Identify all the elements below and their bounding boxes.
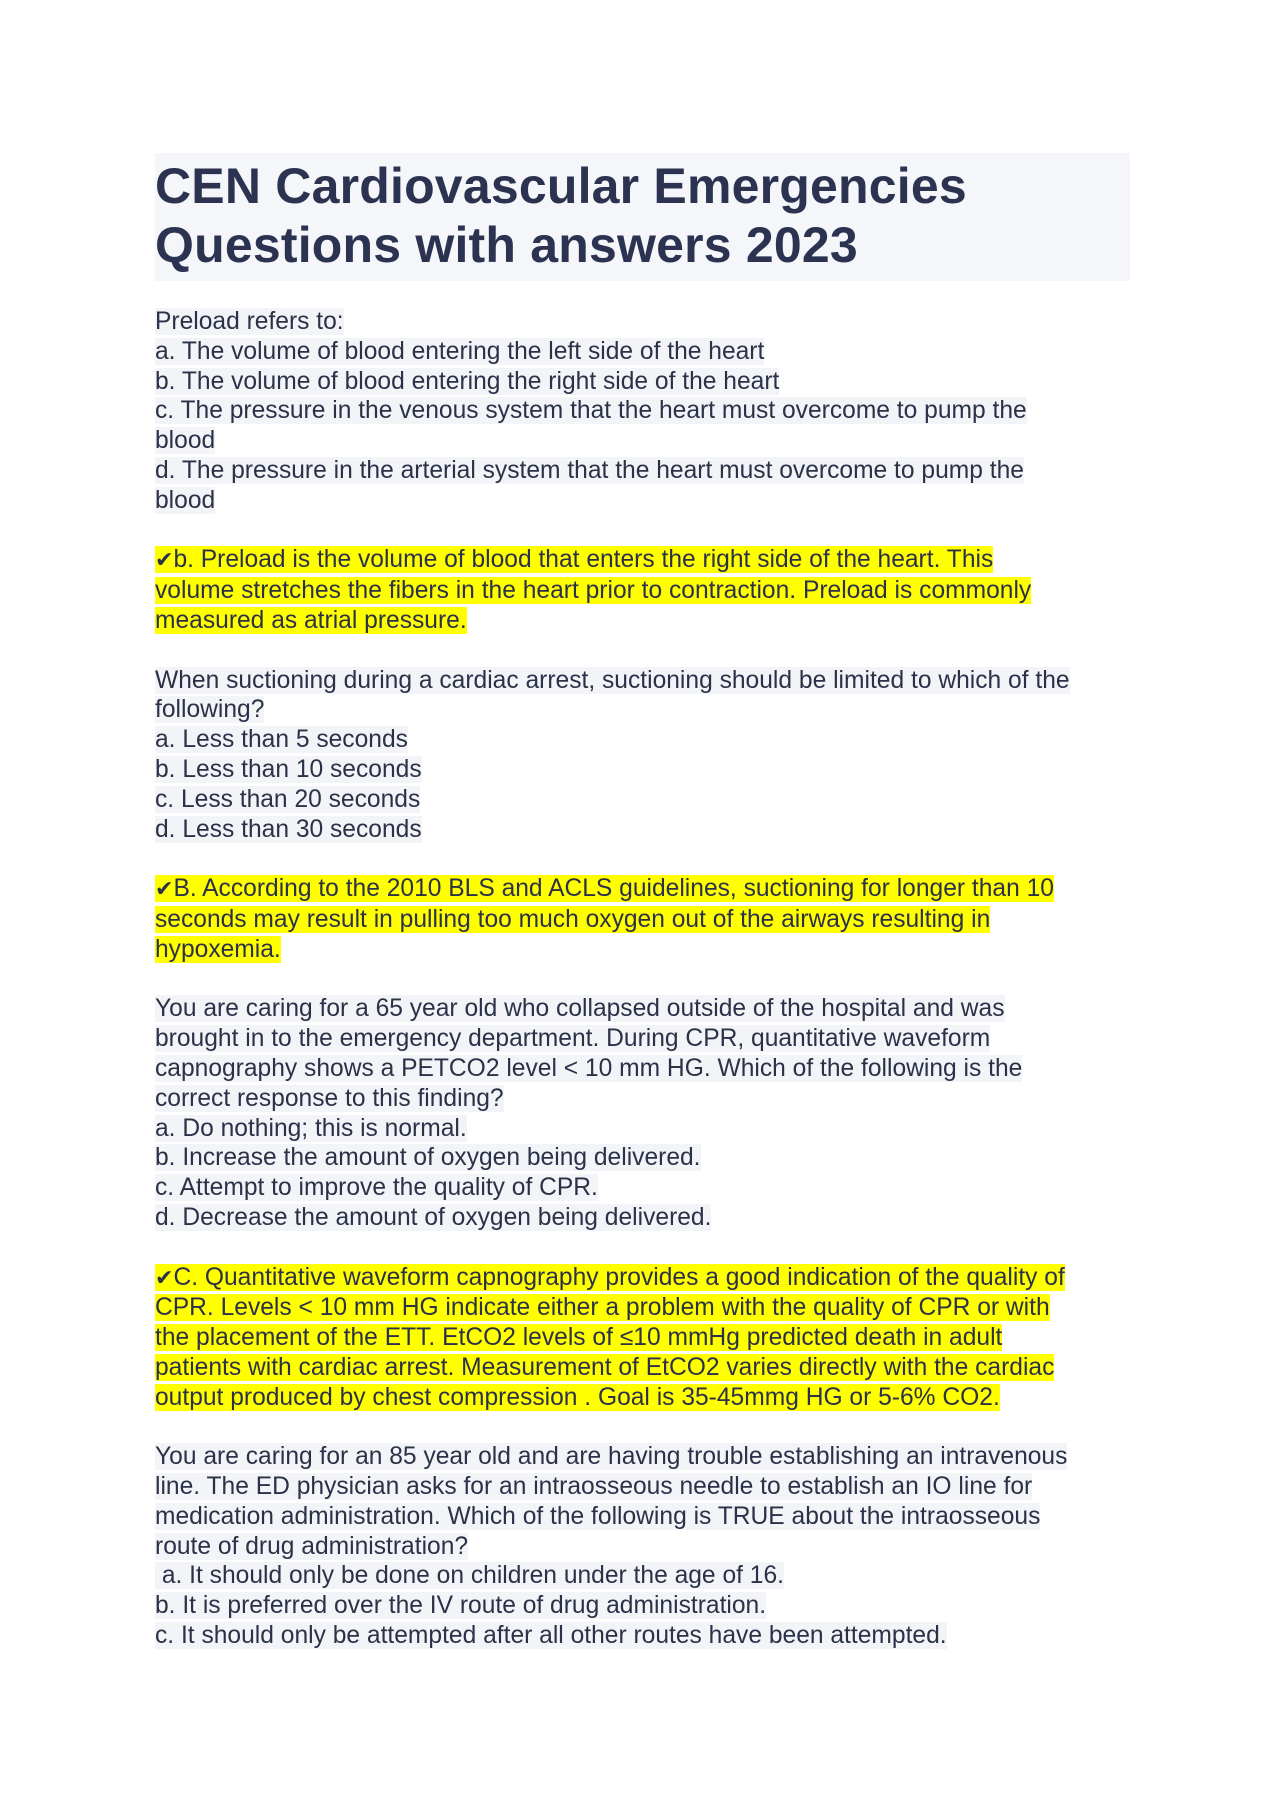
checkmark-icon: ✔ <box>155 877 174 903</box>
title-block <box>155 153 1130 281</box>
answer-text: measured as atrial pressure. <box>155 606 467 634</box>
answer-line <box>155 1323 1130 1353</box>
question-line <box>155 1561 1130 1591</box>
question-text: following? <box>155 696 265 724</box>
question-line <box>155 367 1130 397</box>
question-text: a. It should only be done on children under the age of 16. <box>155 1562 784 1590</box>
answer-line <box>155 545 1130 576</box>
question-text: b. Less than 10 seconds <box>155 755 422 783</box>
answer-text: B. According to the 2010 BLS and ACLS guidelines, suctioning for longer than 10 <box>173 875 1054 903</box>
answer-line <box>155 1353 1130 1383</box>
answer-block <box>155 874 1130 964</box>
question-line <box>155 426 1130 456</box>
question-text: c. The pressure in the venous system that the heart must overcome to pump the <box>155 397 1027 425</box>
question-text: a. The volume of blood entering the left side of the heart <box>155 337 765 365</box>
question-block <box>155 994 1130 1232</box>
question-block <box>155 666 1130 845</box>
question-line <box>155 785 1130 815</box>
question-line <box>155 1024 1130 1054</box>
answer-text: b. Preload is the volume of blood that enters the right side of the heart. This <box>173 546 994 574</box>
answer-text: the placement of the ETT. EtCO2 levels of ≤10 mmHg predicted death in adult <box>155 1324 1003 1352</box>
question-text: c. Less than 20 seconds <box>155 785 421 813</box>
question-block <box>155 1442 1130 1651</box>
answer-line <box>155 1293 1130 1323</box>
checkmark-icon: ✔ <box>155 1265 174 1291</box>
checkmark-icon: ✔ <box>155 548 174 574</box>
answer-line <box>155 1383 1130 1413</box>
question-line <box>155 307 1130 337</box>
qa-content <box>155 307 1130 1651</box>
answer-line <box>155 935 1130 965</box>
question-text: route of drug administration? <box>155 1532 469 1560</box>
answer-line <box>155 874 1130 905</box>
question-text: blood <box>155 427 216 455</box>
question-line <box>155 396 1130 426</box>
answer-text: C. Quantitative waveform capnography provides a good indication of the quality of <box>173 1263 1065 1291</box>
question-text: brought in to the emergency department. During CPR, quantitative waveform <box>155 1025 991 1053</box>
question-line <box>155 1203 1130 1233</box>
question-text: d. The pressure in the arterial system that the heart must overcome to pump the <box>155 456 1024 484</box>
answer-text: volume stretches the fibers in the heart prior to contraction. Preload is commonly <box>155 577 1032 605</box>
answer-text: seconds may result in pulling too much oxygen out of the airways resulting in <box>155 905 991 933</box>
question-text: You are caring for an 85 year old and are having trouble establishing an intravenous <box>155 1443 1068 1471</box>
question-line <box>155 1143 1130 1173</box>
question-line <box>155 1472 1130 1502</box>
answer-block <box>155 545 1130 635</box>
question-line <box>155 1114 1130 1144</box>
question-line <box>155 725 1130 755</box>
answer-text: CPR. Levels < 10 mm HG indicate either a problem with the quality of CPR or with <box>155 1294 1050 1322</box>
question-line <box>155 1442 1130 1472</box>
question-text: c. It should only be attempted after all other routes have been attempted. <box>155 1622 947 1650</box>
question-text: b. The volume of blood entering the right side of the heart <box>155 367 780 395</box>
answer-line <box>155 1263 1130 1294</box>
question-text: medication administration. Which of the following is TRUE about the intraosseous <box>155 1502 1041 1530</box>
answer-line <box>155 576 1130 606</box>
question-text: a. Do nothing; this is normal. <box>155 1114 467 1142</box>
page-title <box>155 157 1130 275</box>
question-text: Preload refers to: <box>155 308 344 335</box>
document-page <box>155 153 1130 1681</box>
question-line <box>155 456 1130 486</box>
question-text: blood <box>155 486 216 514</box>
answer-text: patients with cardiac arrest. Measurement of EtCO2 varies directly with the cardiac <box>155 1353 1055 1381</box>
question-line <box>155 666 1130 696</box>
question-line <box>155 1591 1130 1621</box>
question-text: b. Increase the amount of oxygen being delivered. <box>155 1144 701 1172</box>
question-text: d. Decrease the amount of oxygen being delivered. <box>155 1203 712 1231</box>
question-line <box>155 695 1130 725</box>
question-text: d. Less than 30 seconds <box>155 815 422 843</box>
question-text: capnography shows a PETCO2 level < 10 mm HG. Which of the following is the <box>155 1054 1023 1082</box>
question-text: correct response to this finding? <box>155 1084 504 1112</box>
question-line <box>155 1084 1130 1114</box>
question-text: a. Less than 5 seconds <box>155 726 408 754</box>
answer-line <box>155 905 1130 935</box>
question-text: line. The ED physician asks for an intraosseous needle to establish an IO line for <box>155 1473 1033 1501</box>
question-line <box>155 815 1130 845</box>
answer-line <box>155 606 1130 636</box>
question-line <box>155 1054 1130 1084</box>
title-line: CEN Cardiovascular Emergencies <box>155 158 967 214</box>
question-text: You are caring for a 65 year old who collapsed outside of the hospital and was <box>155 995 1005 1023</box>
title-line: Questions with answers 2023 <box>155 217 858 273</box>
question-text: When suctioning during a cardiac arrest, suctioning should be limited to which of the <box>155 666 1070 694</box>
answer-text: hypoxemia. <box>155 935 281 963</box>
question-line <box>155 994 1130 1024</box>
question-text: b. It is preferred over the IV route of drug administration. <box>155 1592 767 1620</box>
question-line <box>155 1173 1130 1203</box>
question-line <box>155 1532 1130 1562</box>
answer-block <box>155 1263 1130 1413</box>
question-line <box>155 337 1130 367</box>
question-line <box>155 1502 1130 1532</box>
answer-text: output produced by chest compression . Goal is 35-45mmg HG or 5-6% CO2. <box>155 1383 1000 1411</box>
question-line <box>155 755 1130 785</box>
question-line <box>155 486 1130 516</box>
question-block <box>155 307 1130 516</box>
question-line <box>155 1621 1130 1651</box>
question-text: c. Attempt to improve the quality of CPR. <box>155 1174 598 1202</box>
